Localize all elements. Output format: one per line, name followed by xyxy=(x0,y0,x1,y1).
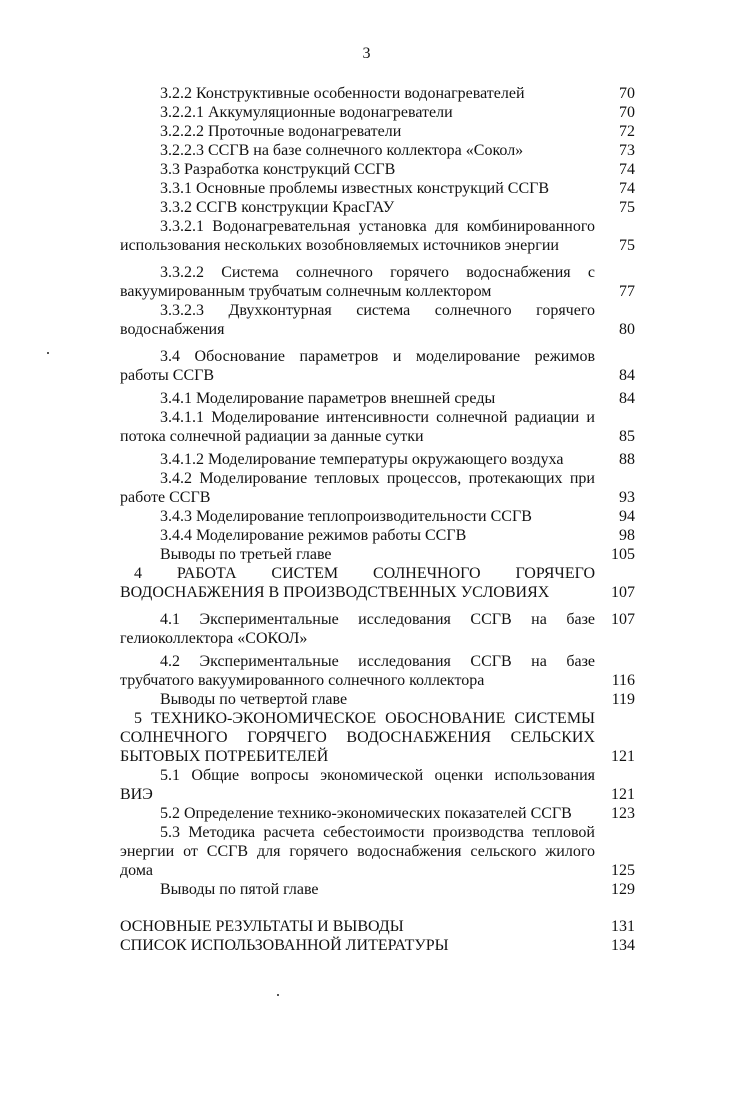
toc-entry-page: 84 xyxy=(619,390,635,407)
toc-entry-page: 85 xyxy=(619,428,635,445)
toc-entry-title xyxy=(120,564,595,602)
toc-entry-title: 3.2.2.1 Аккумуляционные водонагреватели xyxy=(160,104,453,121)
scan-speck xyxy=(47,352,49,354)
toc-entry-line: 3.4 Обоснование параметров и моделирование режимов xyxy=(160,348,595,365)
toc-entry-title xyxy=(120,469,595,507)
toc-final-entry xyxy=(120,917,635,936)
toc-final-entry xyxy=(120,936,635,955)
toc-entry-title xyxy=(120,263,595,301)
toc-entry-line: ВОДОСНАБЖЕНИЯ В ПРОИЗВОДСТВЕННЫХ УСЛОВИЯХ xyxy=(120,584,550,601)
toc-entry xyxy=(120,103,635,122)
toc-entry xyxy=(120,160,635,179)
toc-entry-title xyxy=(120,408,595,446)
table-of-contents xyxy=(120,84,635,955)
toc-entry-title xyxy=(120,709,595,766)
toc-entry-title xyxy=(120,610,595,648)
toc-entry xyxy=(120,545,635,564)
toc-entry xyxy=(120,450,635,469)
toc-entry-page: 80 xyxy=(619,321,635,338)
toc-entry-line: 3.3.2.1 Водонагревательная установка для комбинированного xyxy=(160,218,595,235)
toc-entry xyxy=(120,347,635,385)
toc-entry-title: Выводы по пятой главе xyxy=(160,881,319,898)
toc-entry-line: 5.3 Методика расчета себестоимости производства тепловой xyxy=(160,824,595,841)
toc-entry xyxy=(120,469,635,507)
toc-entry xyxy=(120,179,635,198)
toc-entry-page: 116 xyxy=(611,672,635,689)
toc-entry-line: работы ССГВ xyxy=(120,367,215,384)
toc-entry-page: 70 xyxy=(619,104,635,121)
toc-entry-line: 3.3.2.3 Двухконтурная система солнечного горячего xyxy=(160,302,595,319)
toc-entry xyxy=(120,198,635,217)
toc-entry-title: Выводы по третьей главе xyxy=(160,546,332,563)
toc-entry-title: СПИСОК ИСПОЛЬЗОВАННОЙ ЛИТЕРАТУРЫ xyxy=(120,937,449,954)
toc-entry-title: 3.4.1.2 Моделирование температуры окружающего воздуха xyxy=(160,451,564,468)
toc-entry-title xyxy=(120,217,595,255)
toc-entry xyxy=(120,217,635,255)
toc-entry-line: 4 РАБОТА СИСТЕМ СОЛНЕЧНОГО ГОРЯЧЕГО xyxy=(134,565,595,582)
toc-entry-page: 129 xyxy=(611,881,635,898)
toc-entry-page: 119 xyxy=(611,691,635,708)
toc-entry xyxy=(120,823,635,880)
toc-entry-line: вакуумированным трубчатым солнечным коллектором xyxy=(120,283,492,300)
toc-entry-page: 131 xyxy=(611,918,635,935)
toc-entry-page: 75 xyxy=(619,199,635,216)
toc-entry-title: 3.2.2.3 ССГВ на базе солнечного коллектора «Сокол» xyxy=(160,142,524,159)
toc-entry-page: 70 xyxy=(619,85,635,102)
toc-entry-line: 5.1 Общие вопросы экономической оценки использования xyxy=(160,767,595,784)
toc-entry-page: 72 xyxy=(619,123,635,140)
toc-entry-title: 3.3 Разработка конструкций ССГВ xyxy=(160,161,396,178)
toc-entry xyxy=(120,301,635,339)
toc-entry-title: 3.3.1 Основные проблемы известных конструкций ССГВ xyxy=(160,180,550,197)
toc-entry-line: БЫТОВЫХ ПОТРЕБИТЕЛЕЙ xyxy=(120,748,329,765)
toc-entry-page: 121 xyxy=(611,786,635,803)
toc-entry-line: 5 ТЕХНИКО-ЭКОНОМИЧЕСКОЕ ОБОСНОВАНИЕ СИСТЕМЫ xyxy=(134,710,595,727)
toc-entry xyxy=(120,84,635,103)
toc-entry-page: 84 xyxy=(619,367,635,384)
toc-entry-title: 3.2.2.2 Проточные водонагреватели xyxy=(160,123,402,140)
toc-entry-page: 88 xyxy=(619,451,635,468)
toc-entry-line: 3.4.1.1 Моделирование интенсивности солнечной радиации и xyxy=(160,409,595,426)
toc-entry-page: 123 xyxy=(611,805,635,822)
toc-entry xyxy=(120,408,635,446)
toc-entry-page: 73 xyxy=(619,142,635,159)
toc-entry-page: 74 xyxy=(619,180,635,197)
toc-entry-page: 75 xyxy=(619,237,635,254)
toc-entry-line: использования нескольких возобновляемых источников энергии xyxy=(120,237,559,254)
toc-entry xyxy=(120,690,635,709)
toc-entry-line: работе ССГВ xyxy=(120,489,211,506)
toc-chapter-entry xyxy=(120,564,635,602)
toc-entry xyxy=(120,610,635,648)
toc-entry xyxy=(120,141,635,160)
toc-entry-title: 5.2 Определение технико-экономических показателей ССГВ xyxy=(160,805,572,822)
toc-entry-page: 98 xyxy=(619,527,635,544)
toc-entry-page: 77 xyxy=(619,283,635,300)
toc-entry-line: гелиоколлектора «СОКОЛ» xyxy=(120,630,308,647)
toc-entry-title xyxy=(120,766,595,804)
toc-entry-page: 74 xyxy=(619,161,635,178)
toc-entry-title: Выводы по четвертой главе xyxy=(160,691,348,708)
scan-speck xyxy=(277,994,279,996)
toc-entry xyxy=(120,804,635,823)
page-number: 3 xyxy=(362,45,371,62)
toc-entry-line: 3.3.2.2 Система солнечного горячего водоснабжения с xyxy=(160,264,595,281)
toc-entry-line: 4.1 Экспериментальные исследования ССГВ на базе xyxy=(160,611,595,628)
toc-entry-page: 107 xyxy=(611,584,635,601)
toc-entry xyxy=(120,122,635,141)
toc-entry-title: 3.2.2 Конструктивные особенности водонагревателей xyxy=(160,85,525,102)
toc-entry-line: 4.2 Экспериментальные исследования ССГВ на базе xyxy=(160,653,595,670)
toc-entry xyxy=(120,766,635,804)
toc-entry-title xyxy=(120,301,595,339)
toc-entry-page: 121 xyxy=(611,748,635,765)
toc-entry-line: 3.4.2 Моделирование тепловых процессов, протекающих при xyxy=(160,470,595,487)
toc-entry-line: трубчатого вакуумированного солнечного коллектора xyxy=(120,672,485,689)
toc-entry-title xyxy=(120,347,595,385)
toc-entry-title: ОСНОВНЫЕ РЕЗУЛЬТАТЫ И ВЫВОДЫ xyxy=(120,918,404,935)
toc-entry-line: энергии от ССГВ для горячего водоснабжения сельского жилого xyxy=(120,843,595,860)
toc-entry-title: 3.4.4 Моделирование режимов работы ССГВ xyxy=(160,527,467,544)
toc-entry xyxy=(120,507,635,526)
toc-entry-line: СОЛНЕЧНОГО ГОРЯЧЕГО ВОДОСНАБЖЕНИЯ СЕЛЬСКИХ xyxy=(120,729,595,746)
toc-entry-line: водоснабжения xyxy=(120,321,225,338)
toc-entry-page: 94 xyxy=(619,508,635,525)
toc-entry-line: потока солнечной радиации за данные сутки xyxy=(120,428,424,445)
toc-entry-title: 3.4.1 Моделирование параметров внешней среды xyxy=(160,390,496,407)
toc-entry-title: 3.3.2 ССГВ конструкции КрасГАУ xyxy=(160,199,395,216)
toc-entry-title: 3.4.3 Моделирование теплопроизводительности ССГВ xyxy=(160,508,532,525)
toc-entry-title xyxy=(120,652,595,690)
toc-chapter-entry xyxy=(120,709,635,766)
toc-entry xyxy=(120,526,635,545)
toc-entry-page: 105 xyxy=(611,546,635,563)
toc-entry xyxy=(120,263,635,301)
toc-entry-title xyxy=(120,823,595,880)
toc-entry xyxy=(120,880,635,899)
toc-entry xyxy=(120,652,635,690)
toc-entry-line: ВИЭ xyxy=(120,786,153,803)
toc-entry-page: 93 xyxy=(619,489,635,506)
toc-entry-page: 125 xyxy=(611,862,635,879)
toc-entry-page: 134 xyxy=(611,937,635,954)
toc-entry-line: дома xyxy=(120,862,153,879)
toc-entry xyxy=(120,389,635,408)
toc-entry-page: 107 xyxy=(611,611,635,628)
